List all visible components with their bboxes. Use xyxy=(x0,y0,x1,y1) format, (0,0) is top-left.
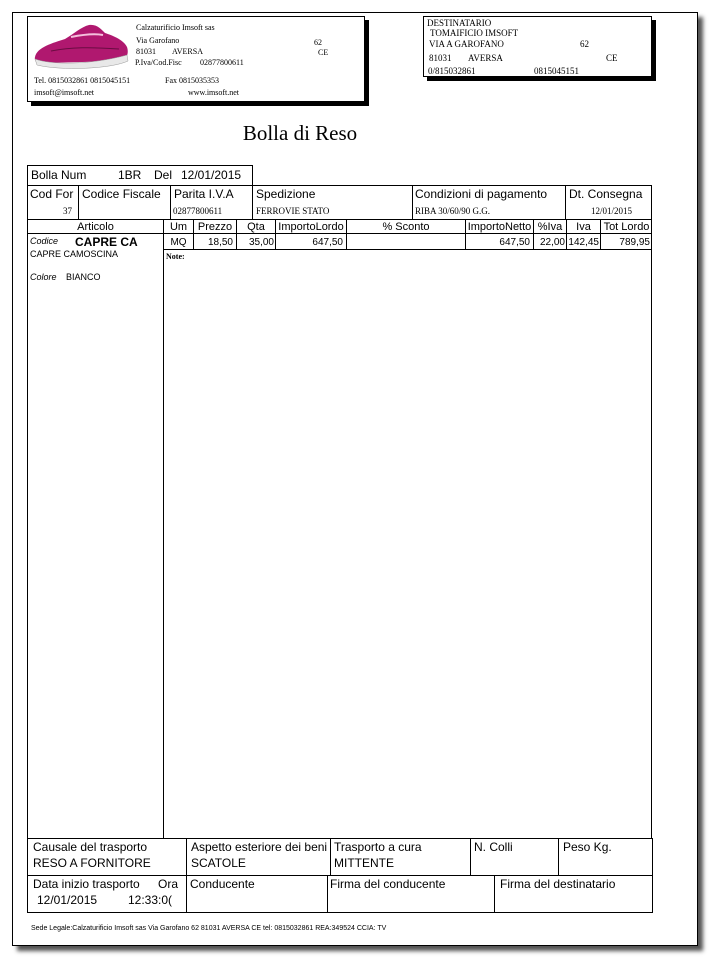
shoe-logo xyxy=(31,21,131,73)
sender-piva-label: P.Iva/Cod.Fisc xyxy=(135,58,182,67)
header-codice-fiscale: Codice Fiscale xyxy=(82,187,161,201)
item-um: MQ xyxy=(170,237,187,248)
recipient-province: CE xyxy=(606,53,618,63)
item-perc-iva: 22,00 xyxy=(539,237,565,248)
col-articolo: Articolo xyxy=(77,221,114,233)
causale-value: RESO A FORNITORE xyxy=(33,856,151,870)
data-inizio-label: Data inizio trasporto xyxy=(33,877,140,891)
recipient-city: AVERSA xyxy=(468,53,503,63)
header-partita-iva: Parita I.V.A xyxy=(174,187,234,201)
item-note-label: Note: xyxy=(166,252,185,261)
value-cod-for: 37 xyxy=(63,206,72,216)
col-prezzo: Prezzo xyxy=(197,221,233,233)
col-perc-iva: %Iva xyxy=(537,221,563,233)
item-colore-label: Colore xyxy=(30,272,57,282)
item-codice-label: Codice xyxy=(30,236,59,246)
data-inizio-value: 12/01/2015 xyxy=(37,893,98,907)
recipient-phone1: 0/815032861 xyxy=(428,66,476,76)
doc-number: 1BR xyxy=(118,168,142,182)
recipient-box xyxy=(423,16,652,77)
col-sconto: % Sconto xyxy=(382,221,430,233)
aspetto-value: SCATOLE xyxy=(191,856,246,870)
item-qta: 35,00 xyxy=(248,237,274,248)
col-importo-lordo: ImportoLordo xyxy=(278,221,344,233)
ora-value: 12:33:0( xyxy=(128,894,173,907)
items-table xyxy=(27,219,652,839)
col-iva: Iva xyxy=(576,221,591,233)
doc-number-label: Bolla Num xyxy=(31,168,87,182)
trasporto-label: Trasporto a cura xyxy=(334,840,422,854)
recipient-number: 62 xyxy=(580,39,589,49)
doc-date-label: Del xyxy=(154,168,173,182)
recipient-cap: 81031 xyxy=(429,53,452,63)
sender-province: CE xyxy=(318,48,329,57)
sender-email: imsoft@imsoft.net xyxy=(34,88,95,97)
sender-website: www.imsoft.net xyxy=(188,88,240,97)
causale-label: Causale del trasporto xyxy=(33,840,148,854)
value-spedizione: FERROVIE STATO xyxy=(256,206,330,216)
col-importo-netto: ImportoNetto xyxy=(467,221,532,233)
value-pagamento: RIBA 30/60/90 G.G. xyxy=(415,206,491,216)
sender-cap: 81031 xyxy=(136,47,156,56)
col-qta: Qta xyxy=(247,221,265,233)
sender-phone: Tel. 0815032861 0815045151 xyxy=(34,76,131,85)
sender-piva: 02877800611 xyxy=(200,58,244,67)
doc-number-box xyxy=(27,165,253,185)
sender-box xyxy=(27,16,365,102)
recipient-street: VIA A GAROFANO xyxy=(429,39,504,49)
header-cod-for: Cod For xyxy=(30,187,74,201)
aspetto-label: Aspetto esteriore dei beni xyxy=(191,840,328,854)
col-tot-lordo: Tot Lordo xyxy=(603,221,650,233)
item-codice: CAPRE CA xyxy=(75,235,138,249)
value-partita-iva: 02877800611 xyxy=(173,206,223,216)
item-prezzo: 18,50 xyxy=(207,237,233,248)
value-consegna: 12/01/2015 xyxy=(590,206,632,216)
sender-company: Calzaturificio Imsoft sas xyxy=(136,23,215,32)
doc-date: 12/01/2015 xyxy=(181,168,242,182)
header-spedizione: Spedizione xyxy=(256,187,316,201)
item-colore: BIANCO xyxy=(66,272,101,282)
recipient-label: DESTINATARIO xyxy=(427,18,492,28)
col-um: Um xyxy=(169,221,188,233)
header-consegna: Dt. Consegna xyxy=(569,187,643,201)
colli-label: N. Colli xyxy=(474,840,513,854)
ora-label: Ora xyxy=(158,877,179,891)
item-tot-lordo: 789,95 xyxy=(619,237,650,248)
recipient-phone2: 0815045151 xyxy=(534,66,579,76)
sender-fax: Fax 0815035353 xyxy=(165,76,219,85)
document-title: Bolla di Reso xyxy=(242,121,358,145)
trasporto-value: MITTENTE xyxy=(334,856,394,870)
item-description: CAPRE CAMOSCINA xyxy=(30,249,119,259)
recipient-name: TOMAIFICIO IMSOFT xyxy=(430,28,519,38)
firma-destinatario-label: Firma del destinatario xyxy=(500,877,616,891)
header-pagamento: Condizioni di pagamento xyxy=(415,187,548,201)
sender-city: AVERSA xyxy=(172,47,203,56)
item-iva: 142,45 xyxy=(568,237,599,248)
peso-label: Peso Kg. xyxy=(563,840,612,854)
item-importo-netto: 647,50 xyxy=(499,237,530,248)
item-importo-lordo: 647,50 xyxy=(312,237,343,248)
legal-line: Sede Legale:Calzaturificio Imsoft sas Via Garofano 62 81031 AVERSA CE tel: 0815032861 REA:349524 CCIA: TV xyxy=(31,925,387,932)
firma-conducente-label: Firma del conducente xyxy=(330,877,446,891)
conducente-label: Conducente xyxy=(190,877,255,891)
sender-street: Via Garofano xyxy=(136,36,180,45)
sender-number: 62 xyxy=(314,38,322,47)
